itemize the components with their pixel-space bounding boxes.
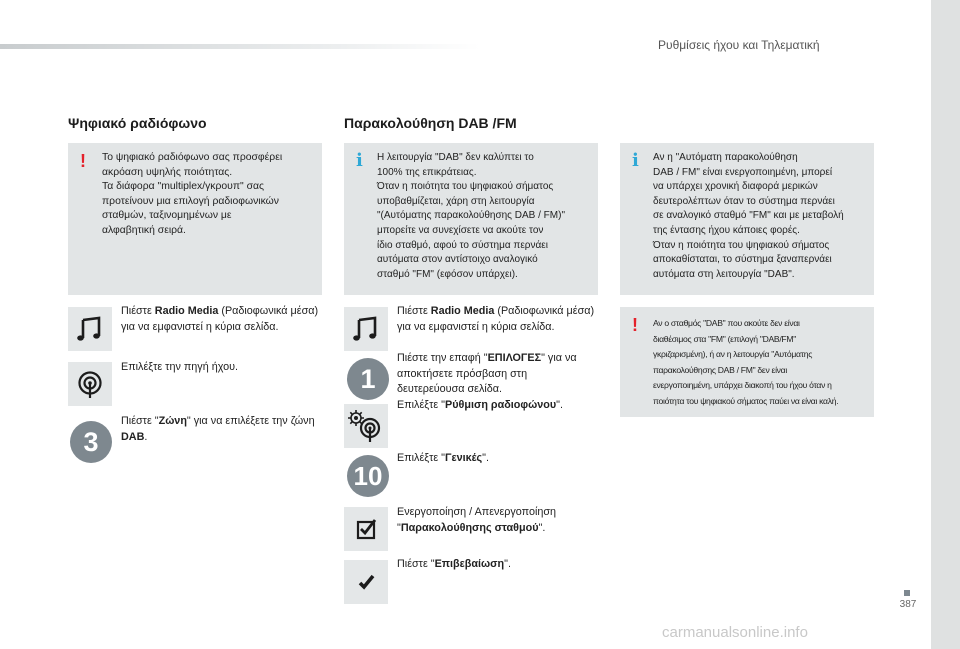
page-number: 387 (899, 599, 917, 610)
page-marker (904, 590, 910, 596)
warning-icon: ! (80, 151, 86, 171)
right-note-text: Αν η "Αυτόματη παρακολούθηση DAB / FM" είναι ενεργοποιημένη, μπορεί να υπάρχει χρονική διαφορά μερικών δευτερολέπτων όταν το σύστημα περνάει σε αναλογικό σταθμό "FM" και με μεταβολή της έντασης ήχου κάποιες φορές. Όταν η ποιότητα του ψηφιακού σήματος αποκαθίσταται, το σύστημα ξαναπερνάει αυτόματα στη λειτουργία "DAB". (653, 152, 844, 280)
radio-source-icon (68, 362, 112, 406)
music-note-icon (68, 307, 112, 351)
middle-note-text: Η λειτουργία "DAB" δεν καλύπτει το 100% της επικράτειας. Όταν η ποιότητα του ψηφιακού σήματος υποβαθμίζεται, χάρη στη λειτουργία "(Αυτόματης παρακολούθησης DAB / FM)" μπορείτε να συνεχίσετε να ακούτε τον ίδιο σταθμό, αφού το σύστημα περνάει αυτόματα στον αντίστοιχο αναλογικό σταθμό "FM" (εφόσον υπάρχει). (377, 152, 565, 280)
right-warning-note (620, 307, 874, 417)
middle-step-2: Πιέστε την επαφή "ΕΠΙΛΟΓΕΣ" για να αποκτήσετε πρόσβαση στη δευτερεύουσα σελίδα. (397, 352, 577, 395)
middle-heading: Παρακολούθηση DAB /FM (344, 115, 517, 131)
section-title: Ρυθμίσεις ήχου και Τηλεματική (658, 38, 820, 52)
middle-step-3: Επιλέξτε "Ρύθμιση ραδιοφώνου". (397, 399, 563, 411)
checkbox-icon (344, 507, 388, 551)
middle-step-6: Πιέστε "Επιβεβαίωση". (397, 558, 511, 570)
step-badge-1: 1 (347, 358, 389, 400)
header-rule (0, 44, 480, 49)
warning-icon: ! (632, 315, 638, 335)
watermark: carmanualsonline.info (662, 624, 808, 641)
step-badge-10: 10 (347, 455, 389, 497)
right-info-note (620, 143, 874, 295)
left-step-2: Επιλέξτε την πηγή ήχου. (121, 361, 238, 373)
info-icon: i (356, 150, 363, 171)
music-note-icon (344, 307, 388, 351)
middle-step-1: Πιέστε Radio Media (Ραδιοφωνικά μέσα) για να εμφανιστεί η κύρια σελίδα. (397, 305, 595, 333)
left-heading: Ψηφιακό ραδιόφωνο (68, 115, 207, 131)
step-badge-3: 3 (70, 421, 112, 463)
right-warning-text: Αν ο σταθμός "DAB" που ακούτε δεν είναι διαθέσιμος στα "FM" (επιλογή "DAB/FM" γκριζαρισμένη), ή αν η λειτουργία "Αυτόματης παρακολούθησης DAB / FM" δεν είναι ενεργοποιημένη, υπάρχει διακοπή του ήχου όταν η ποιότητα του ψηφιακού σήματος παύει να είναι καλή. (653, 318, 839, 406)
middle-step-5: Ενεργοποίηση / Απενεργοποίηση "Παρακολούθησης σταθμού". (397, 506, 557, 534)
page-side-tab (931, 0, 960, 649)
left-step-1: Πιέστε Radio Media (Ραδιοφωνικά μέσα) για να εμφανιστεί η κύρια σελίδα. (121, 305, 319, 333)
middle-info-note (344, 143, 598, 295)
radio-settings-icon (344, 404, 388, 448)
middle-step-4: Επιλέξτε "Γενικές". (397, 452, 489, 464)
left-warning-note (68, 143, 322, 295)
info-icon: i (632, 150, 639, 171)
left-step-3: Πιέστε "Ζώνη" για να επιλέξετε την ζώνη DAB. (121, 415, 315, 443)
checkmark-icon (344, 560, 388, 604)
left-note-text: Το ψηφιακό ραδιόφωνο σας προσφέρει ακρόαση υψηλής ποιότητας. Τα διάφορα "multiplex/γκρουπ" σας προτείνουν μια επιλογή ραδιοφωνικών σταθμών, ταξινομημένων με αλφαβητική σειρά. (102, 152, 283, 236)
